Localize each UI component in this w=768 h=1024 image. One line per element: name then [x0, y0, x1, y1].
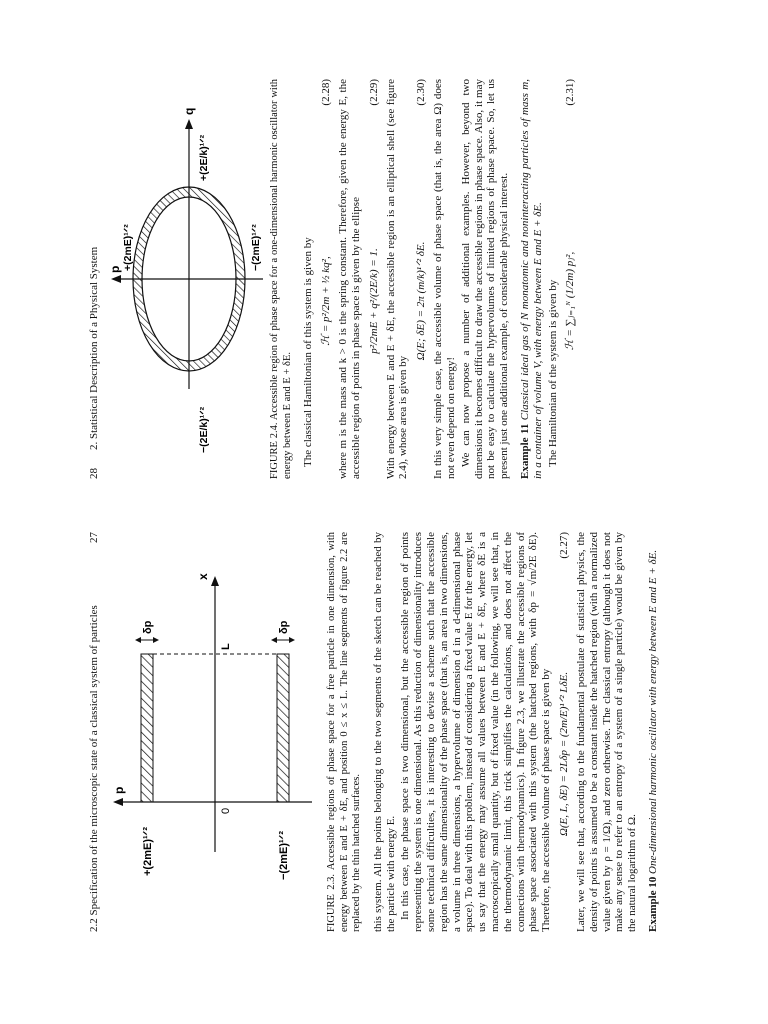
origin-label: 0	[220, 807, 232, 814]
delta-p-top-arrow-up	[135, 637, 141, 643]
lower-p-label: −(2mE)¹ᐟ²	[278, 831, 290, 880]
paragraph-1: The classical Hamiltonian of this system is given by	[302, 237, 315, 467]
x-axis-label: x	[196, 573, 210, 580]
length-label: L	[220, 643, 232, 650]
delta-p-bottom-label: δp	[278, 620, 290, 634]
equation-2-27-number: (2.27)	[557, 532, 570, 559]
equation-2-30	[414, 79, 428, 479]
right-label: +(2E/k)¹ᐟ²	[198, 134, 210, 181]
paragraph-3: Later, we will see that, according to the fundamental postulate of statistical physics, the density of points is assumed to be a constant inside the hatched region (with a normalized value given by ρ = 1/Ω), and zero otherwise. The classical entropy (although it does not make any sense to refer to an entropy of a system of a single particle) would be given by the natural logarithm of Ω.	[574, 532, 639, 932]
equation-2-28-body: ℋ = p²/2m + ½ kq²,	[319, 256, 332, 346]
example-10-title: One-dimensional harmonic oscillator with energy between E and E + δE.	[646, 549, 659, 874]
equation-2-28	[319, 79, 333, 479]
delta-p-bottom-arrow-up	[271, 637, 277, 643]
top-label: +(2mE)¹ᐟ²	[122, 224, 134, 271]
figure-2-3	[107, 562, 322, 902]
page-header	[88, 532, 101, 932]
figure-2-3-caption: FIGURE 2.3. Accessible regions of phase space for a free particle in one dimension, with energy between E and E + δE, and position 0 ≤ x ≤ L. The line segments of figure 2.2 are replaced by the thin hatched surfaces.	[326, 532, 363, 932]
page-28	[88, 79, 678, 479]
page-number: 27	[88, 532, 100, 543]
delta-p-top-arrow-down	[153, 637, 159, 643]
left-label: −(2E/k)¹ᐟ²	[198, 406, 210, 453]
x-axis-arrow	[211, 576, 219, 586]
bottom-label: −(2mE)¹ᐟ²	[250, 224, 262, 271]
equation-2-30-number: (2.30)	[415, 79, 428, 106]
figure-2-4	[107, 99, 265, 459]
equation-2-31-body: ℋ = ∑ⱼ₌₁ᴺ (1/2m) pⱼ²,	[564, 251, 577, 351]
equation-2-28-number: (2.28)	[319, 79, 332, 106]
paragraph-1: this system. All the points belonging to the two segments of the sketch can be reached by the particle with energy E.	[371, 532, 397, 932]
p-axis-arrow	[113, 798, 123, 806]
equation-2-31-number: (2.31)	[564, 79, 577, 106]
equation-2-29	[367, 79, 381, 479]
paragraph-3: With energy between E and E + δE, the accessible region is an elliptical shell (see figure 2.4), whose area is given by	[384, 79, 410, 479]
paragraph-2: In this case, the phase space is two dimensional, but the accessible region of points representing the system is one dimensional. As this reduction of dimensionality introduces some technical difficulties, it is interesting to devise a scheme such that the accessible region has the same dimensionality of the phase space (that is, an area in two dimensions, a volume in three dimensions, a hypervolume of dimension d in a d-dimensional phase space). To deal with this problem, instead of considering a fixed value E for the energy, let us say that the energy may assume all values between E and E + δE, where δE is a macroscopically small quantity, but of fixed value (in the following, we will see that, in the thermodynamic limit, this trick simplifies the calculations, and does not affect the connections with thermodynamics). In figure 2.3, we illustrate the accessible regions of phase space associated with this system (the hatched regions, with δp = √m/2E δE). Therefore, the accessible volume of phase space is given by	[399, 532, 553, 932]
delta-p-bottom-arrow-down	[289, 637, 295, 643]
page-header	[88, 79, 101, 479]
equation-2-30-body: Ω(E; δE) = 2π (m/k)¹ᐟ² δE.	[415, 241, 428, 361]
paragraph-5: We can now propose a number of additional examples. However, beyond two dimensions it becomes difficult to draw the accessible regions in phase space. Also, it may not be easy to calculate the hypervolumes of limited regions of phase space. So, let us present just one additional example, of considerable physical interest.	[459, 79, 511, 479]
page-number: 28	[88, 468, 100, 479]
paragraph-2: where m is the mass and k > 0 is the spring constant. Therefore, given the energy E, the accessible region of points in phase space is given by the ellipse	[336, 79, 362, 479]
running-title: 2. Statistical Description of a Physical System	[88, 246, 100, 450]
example-11-label: Example 11	[518, 423, 531, 479]
delta-p-top-label: δp	[142, 620, 154, 634]
equation-2-27-body: Ω(E, L, δE) = 2Lδp = (2m/E)¹ᐟ² LδE.	[557, 671, 570, 837]
equation-2-31	[563, 79, 577, 479]
p-axis-label: p	[112, 786, 126, 794]
elliptical-shell-hatch	[107, 99, 265, 459]
paragraph-6: The Hamiltonian of the system is given by	[546, 279, 559, 467]
lower-hatched-band	[277, 654, 289, 802]
running-title: 2.2 Specification of the microscopic state of a classical system of particles	[88, 605, 100, 932]
paragraph-4: In this very simple case, the accessible volume of phase space (that is, the area Ω) does not even depend on energy!	[432, 79, 457, 479]
example-11	[519, 79, 545, 479]
example-11-title: Classical ideal gas of N monatomic and noninteracting particles of mass m, in a container of volume V, with energy between E and E + δE.	[518, 79, 544, 479]
example-10-label: Example 10	[646, 876, 659, 932]
equation-2-27	[557, 532, 571, 932]
upper-p-label: +(2mE)¹ᐟ²	[142, 827, 154, 876]
equation-2-29-number: (2.29)	[367, 79, 380, 106]
example-10	[647, 532, 660, 932]
equation-2-29-body: p²/2mE + q²/(2E/k) = 1.	[367, 248, 380, 354]
figure-2-4-caption: FIGURE 2.4. Accessible region of phase space for a one-dimensional harmonic oscillator with energy between E and E + δE.	[269, 79, 293, 479]
upper-hatched-band	[141, 654, 153, 802]
page-27	[88, 532, 678, 932]
